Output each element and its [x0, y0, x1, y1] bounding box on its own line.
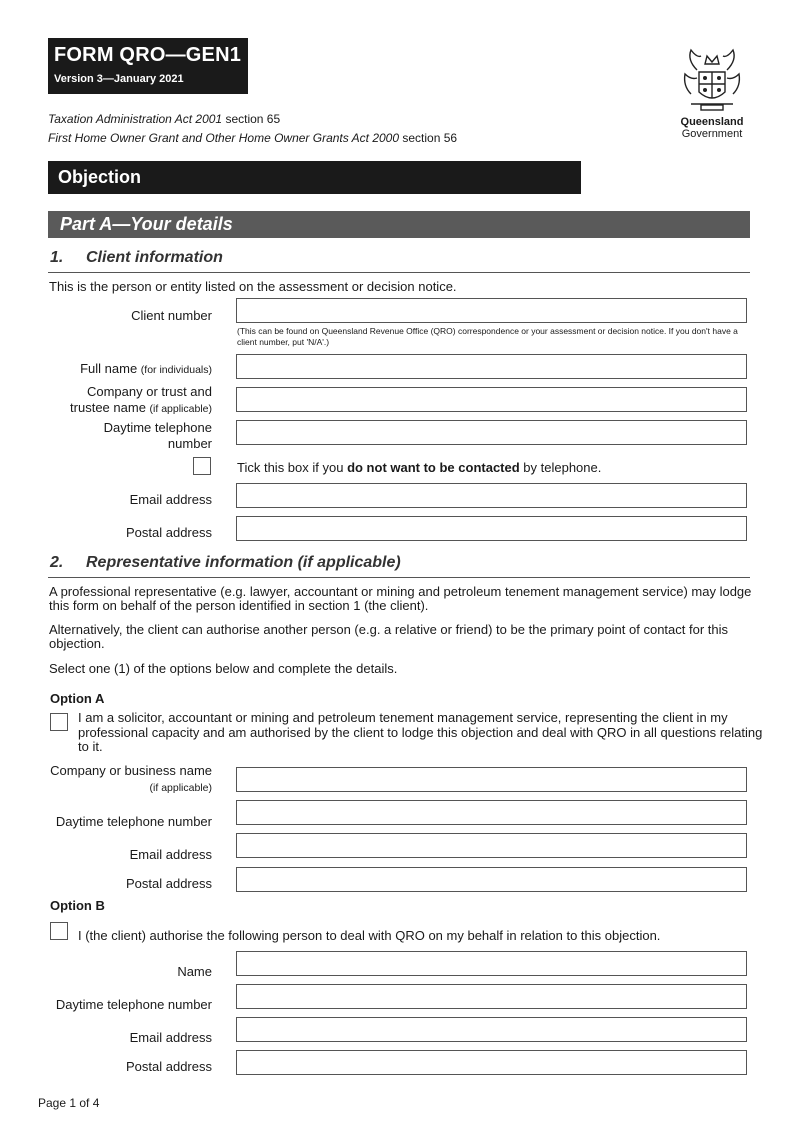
form-code: FORM QRO—GEN1 [54, 44, 242, 66]
option-a-statement: I am a solicitor, accountant or mining and petroleum tenement management service, representing the client in my professional capacity and am authorised by the client to lodge this objection and deal with QRO in all questions relating to it. [78, 710, 763, 754]
option-b-email-field[interactable] [236, 1017, 747, 1042]
option-b-email-label: Email address [129, 1030, 212, 1045]
option-a-phone-field[interactable] [236, 800, 747, 825]
company-trust-label: Company or trust and trustee name (if applicable) [70, 384, 212, 415]
option-a-heading: Option A [50, 691, 105, 706]
option-b-checkbox[interactable] [50, 922, 68, 940]
part-a-heading: Part A—Your details [48, 211, 750, 238]
section-2-paragraph-3: Select one (1) of the options below and complete the details. [49, 661, 398, 676]
daytime-phone-field[interactable] [236, 420, 747, 445]
option-a-checkbox[interactable] [50, 713, 68, 731]
coat-of-arms-icon [677, 44, 747, 116]
option-b-postal-label: Postal address [126, 1059, 212, 1074]
daytime-phone-label: Daytime telephone number [103, 420, 212, 451]
option-b-phone-field[interactable] [236, 984, 747, 1009]
section-2-paragraph-1: A professional representative (e.g. lawyer, accountant or mining and petroleum tenement management service) may lodge this form on behalf of the person identified in section 1 (the client). [49, 584, 752, 613]
option-b-heading: Option B [50, 898, 105, 913]
act-reference-2: First Home Owner Grant and Other Home Owner Grants Act 2000 section 56 [48, 131, 458, 145]
logo-line-2: Government [681, 128, 743, 140]
option-a-company-field[interactable] [236, 767, 747, 792]
page-number: Page 1 of 4 [38, 1096, 100, 1110]
option-a-email-label: Email address [129, 847, 212, 862]
option-b-name-field[interactable] [236, 951, 747, 976]
option-b-phone-label: Daytime telephone number [55, 997, 212, 1012]
form-id-block [48, 38, 248, 94]
email-label: Email address [129, 492, 212, 507]
option-b-statement: I (the client) authorise the following person to deal with QRO on my behalf in relation to this objection. [78, 928, 661, 943]
option-b-postal-field[interactable] [236, 1050, 747, 1075]
postal-address-field[interactable] [236, 516, 747, 541]
option-b-name-label: Name [177, 964, 212, 979]
legislation-references [48, 110, 457, 148]
form-title: Objection [48, 161, 581, 194]
no-phone-contact-checkbox[interactable] [193, 457, 211, 475]
queensland-government-logo [672, 44, 752, 144]
client-number-label: Client number [131, 308, 212, 323]
logo-line-1: Queensland [680, 116, 744, 128]
option-a-phone-label: Daytime telephone number [55, 814, 212, 829]
option-a-company-label: Company or business name (if applicable) [50, 763, 212, 794]
no-phone-contact-text: Tick this box if you do not want to be contacted by telephone. [237, 460, 602, 475]
full-name-label: Full name (for individuals) [80, 361, 212, 376]
full-name-field[interactable] [236, 354, 747, 379]
client-number-hint: (This can be found on Queensland Revenue Office (QRO) correspondence or your assessment or decision notice. If you don't have a client number, put 'N/A'.) [237, 326, 738, 347]
form-version: Version 3—January 2021 [54, 73, 184, 85]
option-a-postal-field[interactable] [236, 867, 747, 892]
option-a-postal-label: Postal address [126, 876, 212, 891]
option-a-email-field[interactable] [236, 833, 747, 858]
postal-address-label: Postal address [126, 525, 212, 540]
company-trust-field[interactable] [236, 387, 747, 412]
section-1-heading: 1. Client information [48, 248, 750, 273]
section-1-intro: This is the person or entity listed on the assessment or decision notice. [49, 279, 457, 294]
client-number-field[interactable] [236, 298, 747, 323]
email-field[interactable] [236, 483, 747, 508]
section-2-paragraph-2: Alternatively, the client can authorise another person (e.g. a relative or friend) to be the primary point of contact for this objection. [49, 622, 729, 651]
act-reference-1: Taxation Administration Act 2001 section 65 [48, 112, 281, 126]
section-2-heading: 2. Representative information (if applicable) [48, 553, 750, 578]
